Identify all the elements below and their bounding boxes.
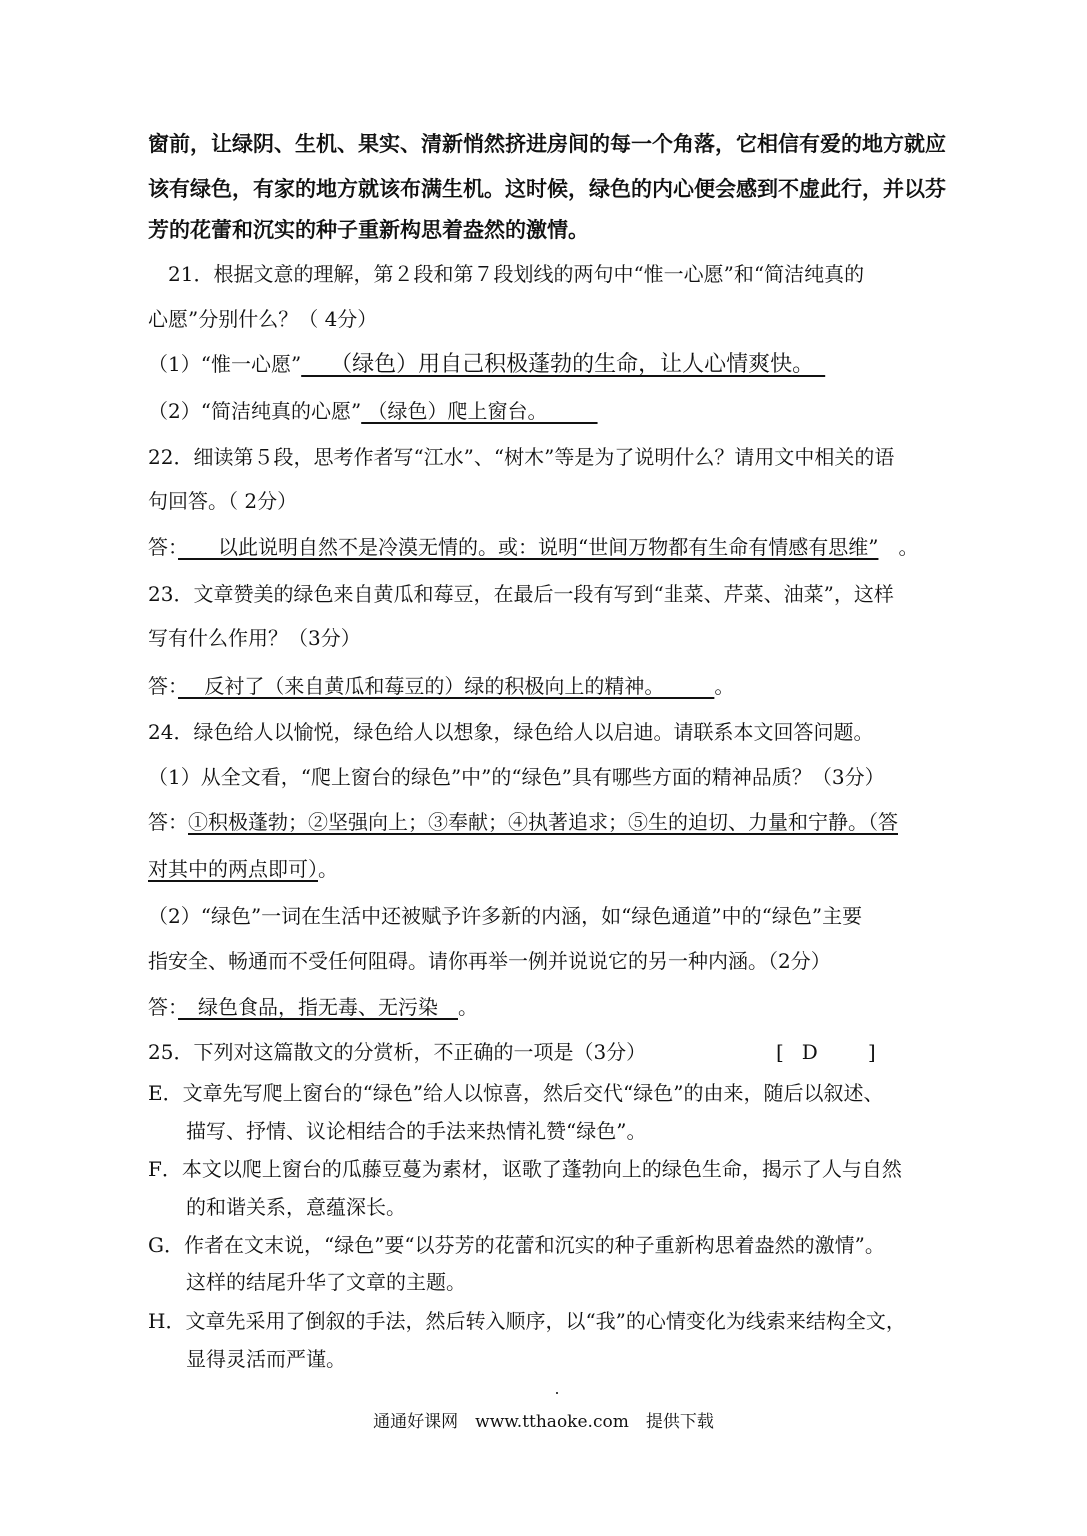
q22-ans-end: 。 <box>878 535 919 559</box>
q25-option-f-line-2: 的和谐关系，意蕴深长。 <box>186 1195 406 1219</box>
q21-answer-2 <box>148 397 598 425</box>
q25-option-g-line-2: 这样的结尾升华了文章的主题。 <box>186 1270 466 1294</box>
q23-ans-text: 反衬了（来自黄瓜和莓豆的）绿的积极向上的精神。 <box>178 674 715 698</box>
q23-line-1: 23．文章赞美的绿色来自黄瓜和莓豆，在最后一段有写到“韭菜、芹菜、油菜”，这样 <box>148 582 894 606</box>
q21-a1-text: （绿色）用自己积极蓬勃的生命，让人心情爽快。 <box>301 352 826 377</box>
q23-ans-end: 。 <box>714 674 735 698</box>
q22-line-2: 句回答。（ 2分） <box>148 489 298 513</box>
q21-answer-1 <box>148 350 825 379</box>
passage-line-1: 窗前，让绿阴、生机、果实、清新悄然挤进房间的每一个角落，它相信有爱的地方就应 <box>148 131 946 156</box>
q24-sub1-answer-1 <box>148 808 898 836</box>
q24-sub2-label: 答： <box>148 995 178 1019</box>
q23-answer <box>148 672 734 700</box>
q24-sub1-ans1: ①积极蓬勃；②坚强向上；③奉献；④执著追求；⑤生的迫切、力量和宁静。（答 <box>188 810 898 834</box>
q24-sub1-answer-2 <box>148 855 338 883</box>
q25-option-h-line-2: 显得灵活而严谨。 <box>186 1347 346 1371</box>
passage-line-3: 芳的花蕾和沉实的种子重新构思着盎然的激情。 <box>148 217 589 242</box>
q22-ans-label: 答： <box>148 535 178 559</box>
q24-sub2-ans: 绿色食品，指无毒、无污染 <box>178 995 458 1019</box>
q25-bracket-close: ] <box>867 1040 876 1064</box>
q24-line-1: 24．绿色给人以愉悦，绿色给人以想象，绿色给人以启迪。请联系本文回答问题。 <box>148 720 874 744</box>
footer-text: 通通好课网 www.tthaoke.com 提供下载 <box>373 1412 714 1432</box>
q24-sub1-label: 答： <box>148 810 188 834</box>
q24-sub2-question-2: 指安全、畅通而不受任何阻碍。请你再举一例并说说它的另一种内涵。（2分） <box>148 949 831 973</box>
q25-answer-bracket <box>776 1038 876 1066</box>
q24-sub1-question: （1）从全文看，“爬上窗台的绿色”中”的“绿色”具有哪些方面的精神品质？（3分） <box>148 765 885 789</box>
q21-line-2: 心愿”分别什么？（ 4分） <box>148 307 378 331</box>
q22-answer <box>148 533 918 561</box>
q25-option-e-line-2: 描写、抒情、议论相结合的手法来热情礼赞“绿色”。 <box>186 1119 647 1143</box>
passage-line-2: 该有绿色，有家的地方就该布满生机。这时候，绿色的内心便会感到不虚此行，并以芬 <box>148 176 946 201</box>
q23-ans-label: 答： <box>148 674 178 698</box>
q21-a2-label: （2）“简洁纯真的心愿” <box>148 399 362 423</box>
q25-option-h-line-1: H．文章先采用了倒叙的手法，然后转入顺序，以“我”的心情变化为线索来结构全文， <box>148 1309 906 1333</box>
q21-a1-label: （1）“惟一心愿” <box>148 352 302 376</box>
q24-sub2-answer <box>148 993 478 1021</box>
page-mark-dot <box>556 1392 558 1394</box>
q23-line-2: 写有什么作用？（3分） <box>148 626 361 650</box>
q22-ans-text: 以此说明自然不是冷漠无情的。或：说明“世间万物都有生命有情感有思维” <box>178 535 879 559</box>
q25-answer: D <box>801 1040 818 1064</box>
q25-question: 25．下列对这篇散文的分赏析，不正确的一项是（3分） <box>148 1040 647 1064</box>
q22-line-1: 22．细读第５段，思考作者写“江水”、“树木”等是为了说明什么？请用文中相关的语 <box>148 445 895 469</box>
q24-sub2-end: 。 <box>458 995 478 1019</box>
q21-a2-text: （绿色）爬上窗台。 <box>361 399 598 423</box>
q24-sub1-end: 。 <box>318 857 338 881</box>
q25-option-e-line-1: E．文章先写爬上窗台的“绿色”给人以惊喜，然后交代“绿色”的由来，随后以叙述、 <box>148 1081 884 1105</box>
q24-sub2-question-1: （2）“绿色”一词在生活中还被赋予许多新的内涵，如“绿色通道”中的“绿色”主要 <box>148 904 863 928</box>
q24-sub1-ans2: 对其中的两点即可） <box>148 857 318 881</box>
q25-bracket-open: [ <box>776 1040 784 1064</box>
q25-option-f-line-1: F．本文以爬上窗台的瓜藤豆蔓为素材，讴歌了蓬勃向上的绿色生命，揭示了人与自然 <box>148 1157 902 1181</box>
q25-option-g-line-1: G．作者在文末说，“绿色”要“以芬芳的花蕾和沉实的种子重新构思着盎然的激情”。 <box>148 1233 885 1257</box>
q21-line-1: 21．根据文意的理解，第２段和第７段划线的两句中“惟一心愿”和“简洁纯真的 <box>168 262 865 286</box>
